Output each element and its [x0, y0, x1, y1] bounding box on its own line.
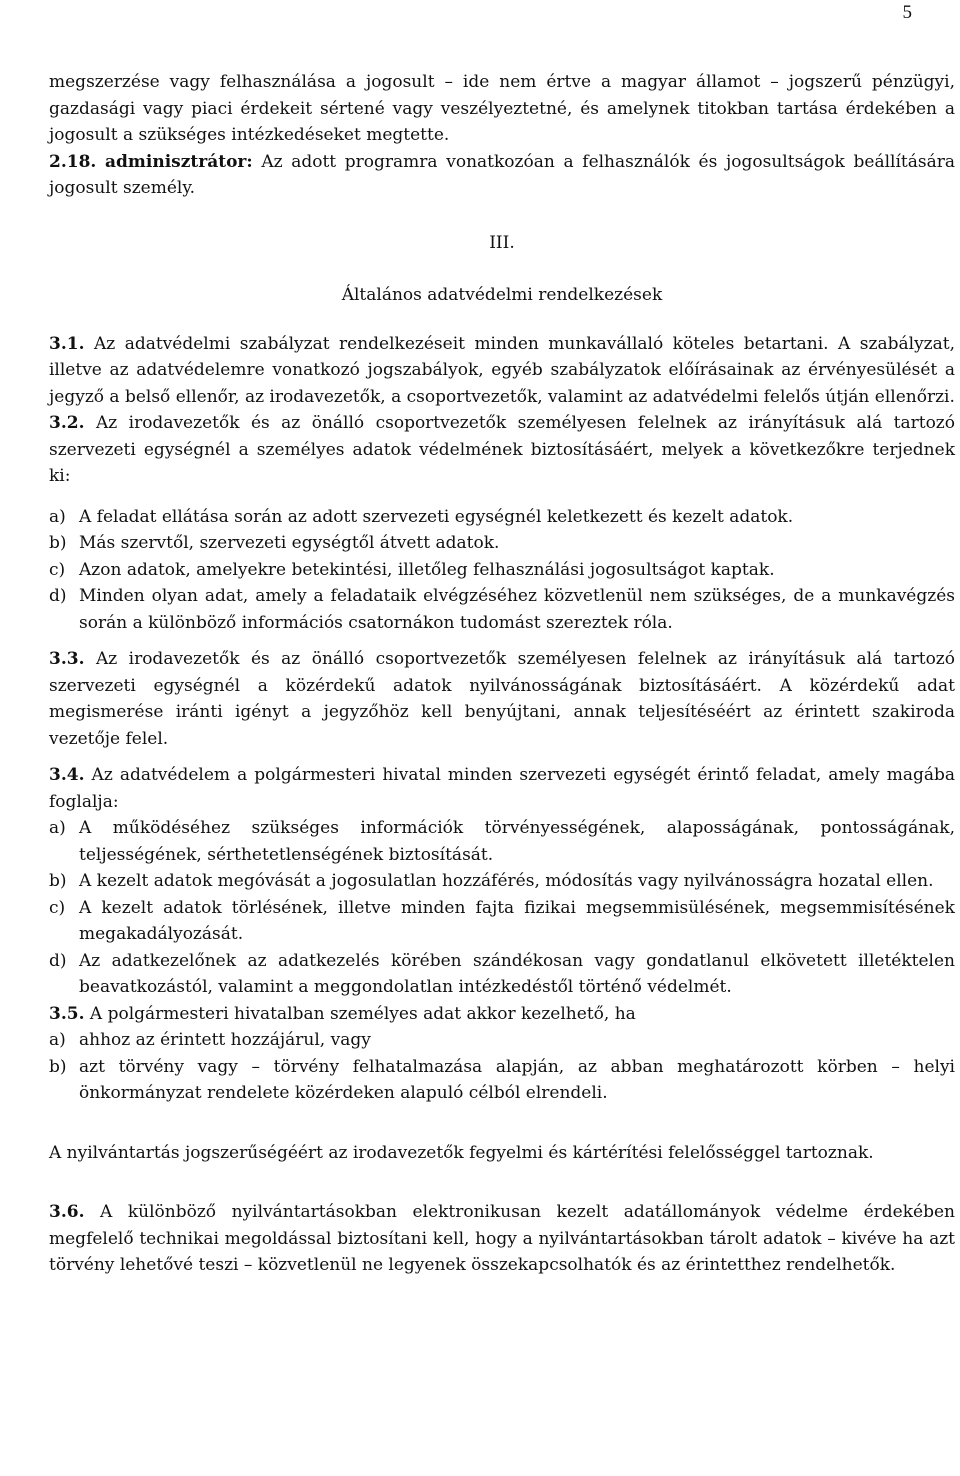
section-number: 3.1. [49, 333, 85, 354]
section-3-2-list [49, 504, 955, 637]
item-label: d) [49, 586, 67, 606]
section-text: A polgármesteri hivatalban személyes adat akkor kezelhető, ha [89, 1003, 636, 1024]
page-number: 5 [902, 2, 912, 23]
intro-continuation: megszerzése vagy felhasználása a jogosult – ide nem értve a magyar államot – jogszerű pénzügyi, gazdasági vagy piaci érdekeit sértené vagy veszélyeztetné, és amelynek titokban tartása érdekében a jogosult a szükséges intézkedéseket megtette. [49, 72, 955, 145]
chapter-number: III. [489, 232, 515, 253]
page-content [49, 69, 955, 1279]
list-item [49, 1027, 955, 1054]
section-text: Az irodavezetők és az önálló csoportvezetők személyesen felelnek az irányításuk alá tartozó szervezeti egységnél a személyes adatok védelmének biztosításáért, melyek a következőkre terjednek ki: [49, 413, 955, 486]
section-text: A különböző nyilvántartásokban elektronikusan kezelt adatállományok védelme érdekében megfelelő technikai megoldással biztosítani kell, hogy a nyilvántartásokban tárolt adatok – kivéve ha azt törvény lehetővé teszi – közvetlenül ne legyenek összekapcsolhatók és az érintetthez rendelhetők. [49, 1202, 955, 1275]
item-label: a) [49, 1030, 66, 1050]
list-item [49, 1054, 955, 1107]
list-item [49, 815, 955, 868]
section-3-3 [49, 646, 955, 752]
section-number: 3.2. [49, 413, 85, 433]
item-label: b) [49, 871, 67, 891]
definition-term: adminisztrátor: [105, 151, 253, 172]
item-text: Minden olyan adat, amely a feladataik elvégzéséhez közvetlenül nem szükséges, de a munkavégzés során a különböző információs csatornákon tudomást szereztek róla. [79, 586, 955, 633]
item-label: a) [49, 506, 66, 527]
item-text: ahhoz az érintett hozzájárul, vagy [79, 1030, 371, 1050]
section-text: Az adatvédelmi szabályzat rendelkezéseit minden munkavállaló köteles betartani. A szabályzat, illetve az adatvédelemre vonatkozó jogszabályok, egyéb szabályzatok előírásainak az érvényesülését a jegyző a belső ellenőr, az irodavezetők, a csoportvezetők, valamint az adatvédelmi felelős útján ellenőrzi. [49, 333, 955, 407]
item-label: c) [49, 897, 66, 918]
section-number: 3.4. [49, 765, 85, 785]
item-text: A kezelt adatok törlésének, illetve minden fajta fizikai megsemmisülésének, megsemmisítésének megakadályozását. [79, 897, 955, 944]
list-item [49, 895, 955, 948]
list-item [49, 583, 955, 636]
section-number: 3.5. [49, 1003, 85, 1024]
item-label: b) [49, 1056, 67, 1077]
section-3-5 [49, 1001, 955, 1028]
section-text: Az adatvédelem a polgármesteri hivatal minden szervezeti egységét érintő feladat, amely magába foglalja: [49, 765, 955, 812]
definition-2-18 [49, 149, 955, 202]
section-number: 3.6. [49, 1202, 85, 1222]
item-label: d) [49, 950, 67, 971]
chapter-title: Általános adatvédelmi rendelkezések [341, 285, 663, 305]
list-item [49, 557, 955, 584]
item-label: a) [49, 818, 66, 838]
item-text: Más szervtől, szervezeti egységtől átvett adatok. [79, 533, 500, 553]
definition-text: Az adott programra vonatkozóan a felhasználók és jogosultságok beállítására jogosult személy. [49, 151, 955, 198]
section-3-2 [49, 410, 955, 490]
item-text: A kezelt adatok megóvását a jogosulatlan hozzáférés, módosítás vagy nyilvánosságra hozatal ellen. [79, 871, 934, 891]
item-label: b) [49, 533, 67, 553]
section-3-5-list [49, 1027, 955, 1107]
list-item [49, 530, 955, 557]
section-3-6 [49, 1199, 955, 1279]
item-text: Azon adatok, amelyekre betekintési, illetőleg felhasználási jogosultságot kaptak. [79, 559, 775, 580]
list-item [49, 868, 955, 895]
item-text: A feladat ellátása során az adott szervezeti egységnél keletkezett és kezelt adatok. [79, 506, 794, 527]
list-item [49, 504, 955, 531]
item-text: A működéséhez szükséges információk törvényességének, alaposságának, pontosságának, teljességének, sérthetetlenségének biztosítását. [79, 818, 955, 865]
section-number: 3.3. [49, 649, 85, 669]
item-text: Az adatkezelőnek az adatkezelés körében szándékosan vagy gondatlanul elkövetett illetéktelen beavatkozástól, valamint a meggondolatlan intézkedéstől történő védelmét. [79, 950, 955, 997]
section-3-5-after: A nyilvántartás jogszerűségéért az irodavezetők fegyelmi és kártérítési felelősséggel tartoznak. [49, 1142, 874, 1163]
section-3-1 [49, 331, 955, 411]
section-text: Az irodavezetők és az önálló csoportvezetők személyesen felelnek az irányításuk alá tartozó szervezeti egységnél a közérdekű adatok nyilvánosságának biztosításáért. A közérdekű adat megismerése iránti igényt a jegyzőhöz kell benyújtani, annak teljesítéséért az érintett szakiroda vezetője felel. [49, 649, 955, 749]
list-item [49, 948, 955, 1001]
section-3-4-list [49, 815, 955, 1001]
section-number: 2.18. [49, 151, 97, 172]
item-label: c) [49, 559, 66, 580]
item-text: azt törvény vagy – törvény felhatalmazása alapján, az abban meghatározott körben – helyi önkormányzat rendelete közérdeken alapuló célból elrendeli. [79, 1056, 955, 1103]
section-3-4 [49, 762, 955, 815]
